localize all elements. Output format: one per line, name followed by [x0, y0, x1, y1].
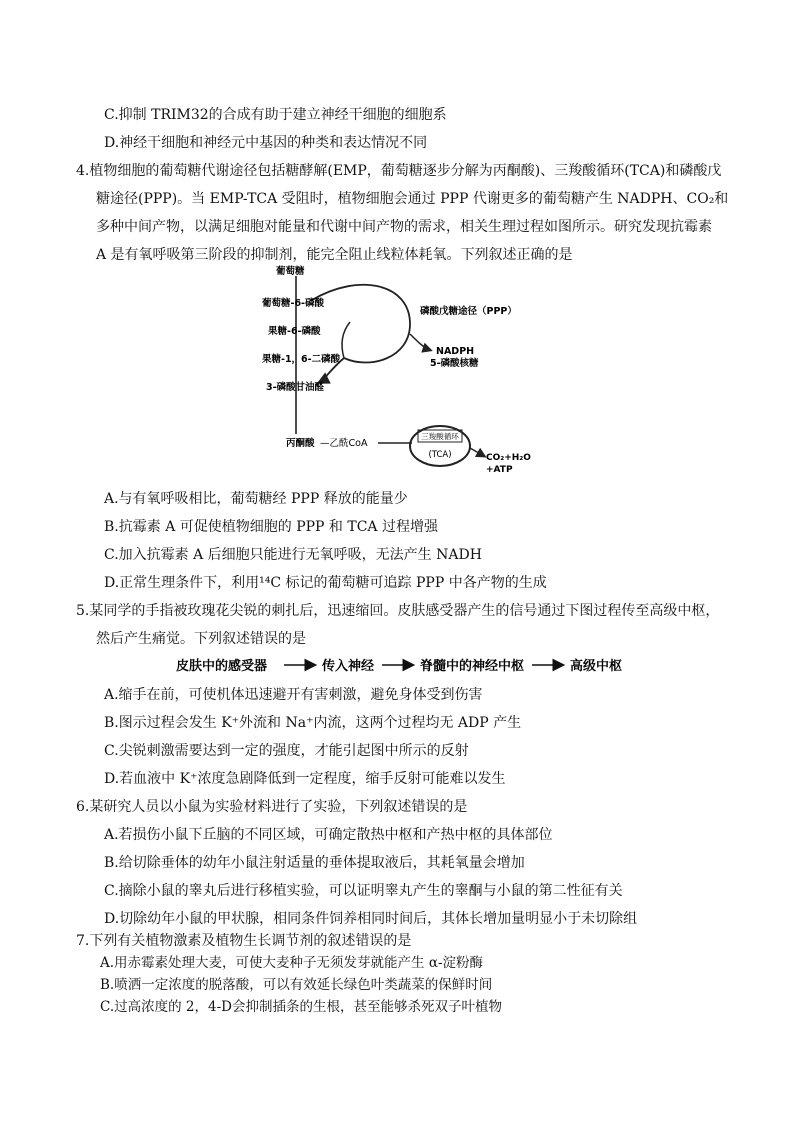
f16bp-label: 果糖-1，6-二磷酸 [262, 354, 341, 365]
g3p-label: 3-磷酸甘油醛 [266, 382, 325, 393]
q4-stem-line2: 糖途径(PPP)。当 EMP-TCA 受阻时，植物细胞会通过 PPP 代谢更多的葡萄糖产生 NADPH、CO₂和 [96, 191, 729, 207]
flow-step-afferent: 传入神经 [322, 659, 375, 674]
q3-option-d: D.神经干细胞和神经元中基因的种类和表达情况不同 [104, 135, 428, 151]
q6-stem: 6.某研究人员以小鼠为实验材料进行了实验，下列叙述错误的是 [76, 799, 468, 815]
q7-stem: 7.下列有关植物激素及植物生长调节剂的叙述错误的是 [76, 933, 412, 949]
tca-output-arrow [470, 448, 484, 456]
glucose-label: 葡萄糖 [276, 266, 305, 277]
nadph-arrow [410, 334, 430, 350]
tca-abbr-label: (TCA) [428, 450, 452, 460]
tca-name-label: 三羧酸循环 [421, 432, 459, 441]
q4-option-a: A.与有氧呼吸相比，葡萄糖经 PPP 释放的能量少 [104, 491, 408, 507]
q7-option-a: A.用赤霉素处理大麦，可使大麦种子无须发芽就能产生 α-淀粉酶 [100, 955, 484, 971]
co2-h2o-label: CO₂+H₂O [486, 453, 531, 463]
flow-step-spinal-center: 脊髓中的神经中枢 [420, 659, 525, 674]
q3-option-c: C.抑制 TRIM32的合成有助于建立神经干细胞的细胞系 [104, 107, 447, 123]
metabolism-diagram [240, 262, 560, 480]
r5p-label: 5-磷酸核糖 [430, 358, 479, 369]
ppp-label: 磷酸戊糖途径（PPP） [420, 306, 517, 317]
pyruvate-label: 丙酮酸 [286, 438, 315, 449]
nadph-label: NADPH [436, 346, 475, 357]
q6-option-b: B.给切除垂体的幼年小鼠注射适量的垂体提取液后，其耗氧量会增加 [104, 855, 525, 871]
ppp-arc [312, 285, 410, 363]
q5-option-d: D.若血液中 K⁺浓度急剧降低到一定程度，缩手反射可能难以发生 [104, 771, 506, 787]
q5-option-b: B.图示过程会发生 K⁺外流和 Na⁺内流，这两个过程均无 ADP 产生 [104, 715, 522, 731]
q4-option-c: C.加入抗霉素 A 后细胞只能进行无氧呼吸，无法产生 NADH [104, 547, 482, 563]
q5-stem-line2: 然后产生痛觉。下列叙述错误的是 [96, 631, 306, 647]
f6p-link [342, 322, 350, 358]
f6p-label: 果糖-6-磷酸 [268, 326, 321, 337]
q6-option-d: D.切除幼年小鼠的甲状腺，相同条件饲养相同时间后，其体长增加量明显小于未切除组 [104, 911, 638, 927]
q4-stem-line3: 多种中间产物，以满足细胞对能量和代谢中间产物的需求，相关生理过程如图所示。研究发现抗霉素 [96, 219, 712, 235]
flow-step-receptor: 皮肤中的感受器 [176, 659, 268, 674]
q4-stem-line1: 4.植物细胞的葡萄糖代谢途径包括糖酵解(EMP，葡萄糖逐步分解为丙酮酸)、三羧酸循环(TCA)和磷酸戊 [76, 163, 722, 179]
q4-stem-line4: A 是有氧呼吸第三阶段的抑制剂，能完全阻止线粒体耗氧。下列叙述正确的是 [96, 247, 573, 263]
q5-option-a: A.缩手在前，可使机体迅速避开有害刺激，避免身体受到伤害 [104, 687, 483, 703]
flow-step-higher-center: 高级中枢 [570, 659, 623, 674]
q7-option-b: B.喷洒一定浓度的脱落酸，可以有效延长绿色叶类蔬菜的保鲜时间 [100, 977, 493, 993]
q5-stem-line1: 5.某同学的手指被玫瑰花尖锐的刺扎后，迅速缩回。皮肤感受器产生的信号通过下图过程传至高级中枢， [76, 603, 720, 619]
q4-option-b: B.抗霉素 A 可促使植物细胞的 PPP 和 TCA 过程增强 [104, 519, 438, 535]
atp-label: +ATP [486, 465, 513, 475]
g6p-label: 葡萄糖-6-磷酸 [262, 298, 324, 309]
acetyl-coa-label: —乙酰CoA [320, 438, 368, 449]
reflex-flow-diagram [176, 655, 646, 677]
q5-option-c: C.尖锐刺激需要达到一定的强度，才能引起图中所示的反射 [104, 743, 469, 759]
q4-option-d: D.正常生理条件下，利用¹⁴C 标记的葡萄糖可追踪 PPP 中各产物的生成 [104, 575, 547, 591]
q6-option-a: A.若损伤小鼠下丘脑的不同区域，可确定散热中枢和产热中枢的具体部位 [104, 827, 553, 843]
q6-option-c: C.摘除小鼠的睾丸后进行移植实验，可以证明睾丸产生的睾酮与小鼠的第二性征有关 [104, 883, 623, 899]
q7-option-c: C.过高浓度的 2，4-D会抑制插条的生根，甚至能够杀死双子叶植物 [100, 999, 502, 1015]
